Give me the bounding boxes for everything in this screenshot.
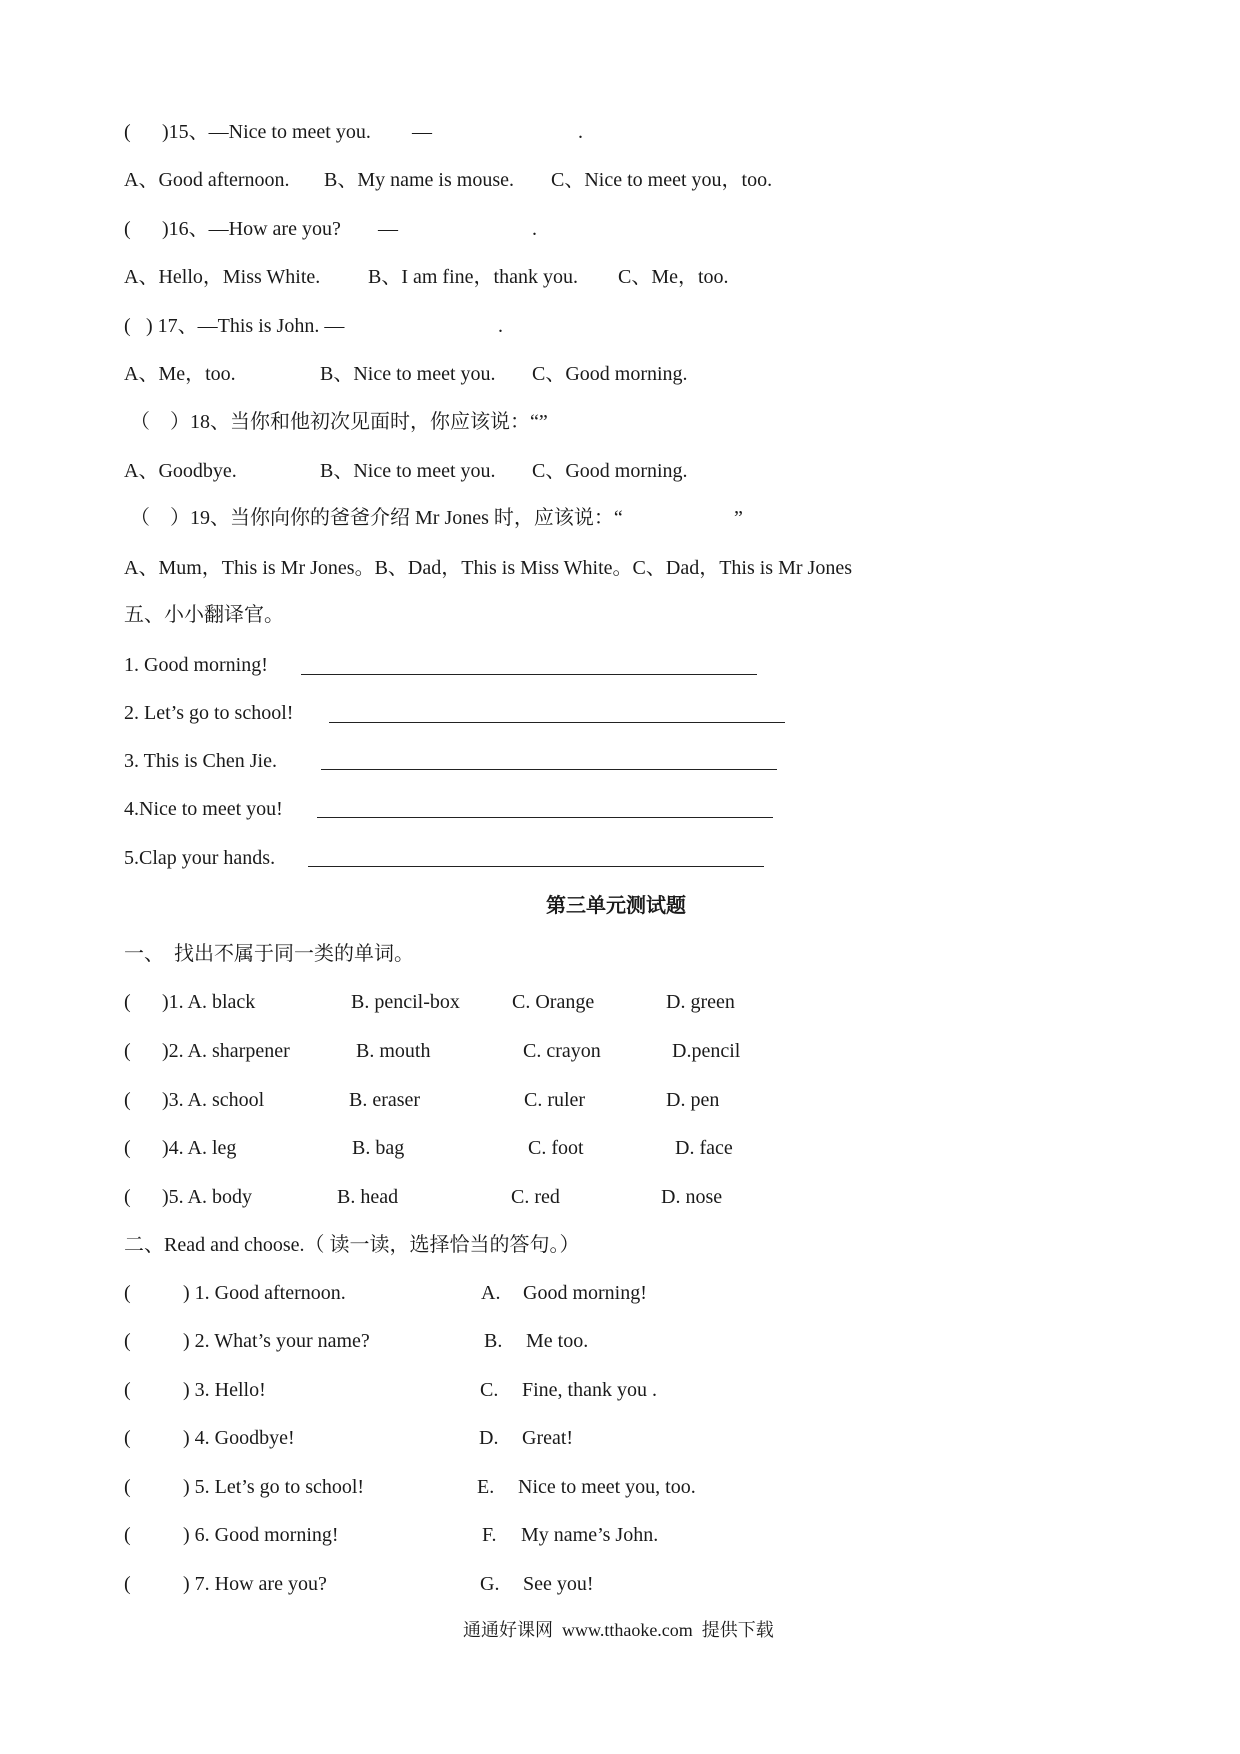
odd-one-out-a: )4. A. leg [162, 1137, 237, 1159]
odd-one-out-paren: ( [124, 1040, 131, 1062]
q18-option-b: B、Nice to meet you. [320, 460, 496, 482]
answer-line [317, 817, 773, 818]
q18-stem: （ ）18、当你和他初次见面时，你应该说：“” [130, 411, 548, 433]
answer-line [329, 722, 785, 723]
match-question: ) 4. Goodbye! [183, 1427, 295, 1449]
translation-item: 3. This is Chen Jie. [124, 750, 277, 772]
match-answer: Great! [522, 1427, 574, 1449]
match-letter: D. [479, 1427, 499, 1449]
odd-one-out-c: C. foot [528, 1137, 584, 1159]
odd-one-out-d: D.pencil [672, 1040, 741, 1062]
q17-paren: ( [124, 315, 131, 337]
translation-item: 5.Clap your hands. [124, 847, 276, 869]
q18-option-c: C、Good morning. [532, 460, 688, 482]
match-letter: G. [480, 1573, 500, 1595]
odd-one-out-b: B. eraser [349, 1089, 421, 1111]
odd-one-out-a: )1. A. black [162, 991, 256, 1013]
match-letter: F. [482, 1524, 497, 1546]
match-answer: See you! [523, 1573, 594, 1595]
odd-one-out-a: )5. A. body [162, 1186, 252, 1208]
match-question: ) 5. Let’s go to school! [183, 1476, 365, 1498]
match-answer: Me too. [526, 1330, 589, 1352]
match-letter: C. [480, 1379, 499, 1401]
q16-end: . [532, 218, 537, 240]
translation-item: 4.Nice to meet you! [124, 798, 283, 820]
odd-one-out-b: B. mouth [356, 1040, 431, 1062]
odd-one-out-a: )3. A. school [162, 1089, 265, 1111]
odd-one-out-a: )2. A. sharpener [162, 1040, 290, 1062]
q16-option-c: C、Me，too. [618, 266, 729, 288]
q18-option-a: A、Goodbye. [124, 460, 237, 482]
q15-paren: ( [124, 121, 131, 143]
odd-one-out-paren: ( [124, 1137, 131, 1159]
q17-stem: ) 17、—This is John. — [146, 315, 345, 337]
odd-one-out-b: B. head [337, 1186, 399, 1208]
odd-one-out-c: C. ruler [524, 1089, 586, 1111]
q19-end: ” [734, 507, 743, 529]
q16-option-b: B、I am fine，thank you. [368, 266, 578, 288]
match-paren: ( [124, 1524, 131, 1546]
odd-one-out-c: C. crayon [523, 1040, 601, 1062]
match-question: ) 1. Good afternoon. [183, 1282, 346, 1304]
odd-one-out-d: D. green [666, 991, 735, 1013]
q17-end: . [498, 315, 503, 337]
q15-option-a: A、Good afternoon. [124, 169, 290, 191]
q19-options: A、Mum，This is Mr Jones。B、Dad，This is Miss White。C、Dad，This is Mr Jones [124, 557, 852, 579]
q17-option-a: A、Me，too. [124, 363, 236, 385]
odd-one-out-c: C. Orange [512, 991, 595, 1013]
q17-option-b: B、Nice to meet you. [320, 363, 496, 385]
match-paren: ( [124, 1573, 131, 1595]
match-letter: E. [477, 1476, 495, 1498]
match-question: ) 3. Hello! [183, 1379, 266, 1401]
odd-one-out-paren: ( [124, 1089, 131, 1111]
match-answer: Nice to meet you, too. [518, 1476, 696, 1498]
q19-stem: （ ）19、当你向你的爸爸介绍 Mr Jones 时，应该说：“ [130, 507, 623, 529]
odd-one-out-c: C. red [511, 1186, 560, 1208]
part5-heading: 五、小小翻译官。 [124, 604, 284, 626]
q16-stem: )16、—How are you? [162, 218, 341, 240]
section2-heading: 二、Read and choose.（ 读一读，选择恰当的答句。） [124, 1234, 580, 1256]
translation-item: 2. Let’s go to school! [124, 702, 294, 724]
match-paren: ( [124, 1379, 131, 1401]
odd-one-out-paren: ( [124, 1186, 131, 1208]
match-letter: A. [481, 1282, 501, 1304]
match-paren: ( [124, 1330, 131, 1352]
match-paren: ( [124, 1427, 131, 1449]
match-letter: B. [484, 1330, 503, 1352]
odd-one-out-d: D. pen [666, 1089, 720, 1111]
q15-dash: — [412, 121, 432, 143]
section1-heading: 一、 找出不属于同一类的单词。 [124, 943, 414, 965]
answer-line [321, 769, 777, 770]
odd-one-out-d: D. face [675, 1137, 733, 1159]
q15-option-b: B、My name is mouse. [324, 169, 514, 191]
match-answer: Good morning! [523, 1282, 647, 1304]
q16-option-a: A、Hello，Miss White. [124, 266, 321, 288]
match-answer: My name’s John. [521, 1524, 659, 1546]
q16-paren: ( [124, 218, 131, 240]
q15-stem: )15、—Nice to meet you. [162, 121, 371, 143]
match-question: ) 2. What’s your name? [183, 1330, 370, 1352]
match-question: ) 6. Good morning! [183, 1524, 339, 1546]
q15-option-c: C、Nice to meet you，too. [551, 169, 773, 191]
odd-one-out-d: D. nose [661, 1186, 723, 1208]
q15-end: . [578, 121, 583, 143]
translation-item: 1. Good morning! [124, 654, 268, 676]
q17-option-c: C、Good morning. [532, 363, 688, 385]
match-paren: ( [124, 1476, 131, 1498]
page-footer: 通通好课网 www.tthaoke.com 提供下载 [463, 1620, 774, 1640]
odd-one-out-b: B. bag [352, 1137, 405, 1159]
odd-one-out-b: B. pencil-box [351, 991, 460, 1013]
match-question: ) 7. How are you? [183, 1573, 327, 1595]
q16-dash: — [378, 218, 398, 240]
odd-one-out-paren: ( [124, 991, 131, 1013]
answer-line [301, 674, 757, 675]
match-paren: ( [124, 1282, 131, 1304]
match-answer: Fine, thank you . [522, 1379, 657, 1401]
unit3-title: 第三单元测试题 [546, 895, 686, 917]
answer-line [308, 866, 764, 867]
